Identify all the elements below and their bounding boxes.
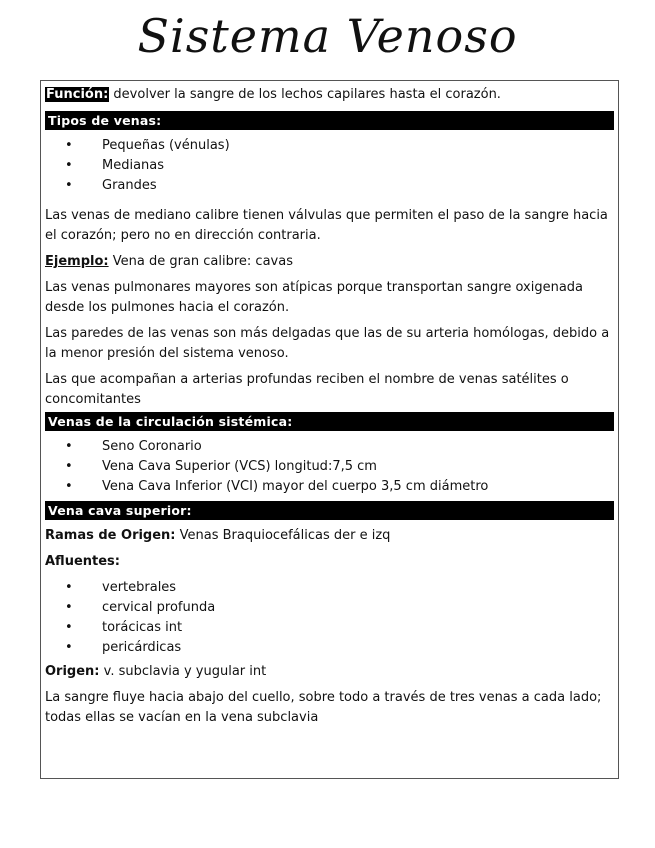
origen-label: Origen: xyxy=(45,664,100,679)
list-item xyxy=(45,136,614,156)
valvulas-paragraph: Las venas de mediano calibre tienen válvulas que permiten el paso de la sangre hacia el corazón; pero no en dirección contraria. xyxy=(45,208,608,243)
tipos-header: Tipos de venas: xyxy=(45,111,614,130)
list-item xyxy=(45,156,614,176)
list-item-text: Pequeñas (vénulas) xyxy=(102,138,230,153)
bullet-icon: • xyxy=(65,640,73,655)
funcion-label: Función: xyxy=(46,87,109,102)
list-item xyxy=(45,578,614,598)
ramas-paragraph xyxy=(45,526,614,546)
ejemplo-label: Ejemplo: xyxy=(45,254,109,269)
list-item-text: cervical profunda xyxy=(102,600,216,615)
list-item-text: Grandes xyxy=(102,178,157,193)
list-item xyxy=(45,176,614,196)
afluentes-label xyxy=(45,552,614,572)
afluentes-list xyxy=(45,578,614,658)
bullet-icon: • xyxy=(65,459,73,474)
satelites-paragraph: Las que acompañan a arterias profundas reciben el nombre de venas satélites o concomitantes xyxy=(45,372,569,407)
list-item xyxy=(45,598,614,618)
list-item xyxy=(45,457,614,477)
paredes-paragraph: Las paredes de las venas son más delgadas que las de su arteria homólogas, debido a la menor presión del sistema venoso. xyxy=(45,326,610,361)
list-item xyxy=(45,618,614,638)
bullet-icon: • xyxy=(65,138,73,153)
ramas-label: Ramas de Origen: xyxy=(45,528,176,543)
list-item xyxy=(45,638,614,658)
pulmonares-paragraph: Las venas pulmonares mayores son atípicas porque transportan sangre oxigenada desde los pulmones hacia el corazón. xyxy=(45,280,584,315)
bullet-icon: • xyxy=(65,158,73,173)
sistemica-header: Venas de la circulación sistémica: xyxy=(45,412,614,431)
list-item xyxy=(45,477,614,497)
bullet-icon: • xyxy=(65,600,73,615)
ejemplo-paragraph xyxy=(45,252,614,272)
tipos-list xyxy=(45,136,614,196)
funcion-paragraph xyxy=(45,85,614,105)
list-item-text: pericárdicas xyxy=(102,640,182,655)
origen-paragraph xyxy=(45,662,614,682)
ramas-text: Venas Braquiocefálicas der e izq xyxy=(175,528,391,543)
bullet-icon: • xyxy=(65,178,73,193)
cava-superior-header: Vena cava superior: xyxy=(45,501,614,520)
list-item-text: torácicas int xyxy=(102,620,183,635)
bullet-icon: • xyxy=(65,620,73,635)
bullet-icon: • xyxy=(65,479,73,494)
list-item-text: Vena Cava Superior (VCS) longitud:7,5 cm xyxy=(102,459,377,474)
bullet-icon: • xyxy=(65,580,73,595)
origen-text: v. subclavia y yugular int xyxy=(99,664,267,679)
afluentes-label-text: Afluentes: xyxy=(45,554,120,569)
bullet-icon: • xyxy=(65,439,73,454)
page-title: Sistema Venoso xyxy=(137,9,518,63)
list-item-text: Medianas xyxy=(102,158,165,173)
content-box xyxy=(40,80,619,779)
list-item-text: vertebrales xyxy=(102,580,177,595)
list-item-text: Seno Coronario xyxy=(102,439,202,454)
ejemplo-text: Vena de gran calibre: cavas xyxy=(108,254,293,269)
final-paragraph: La sangre fluye hacia abajo del cuello, sobre todo a través de tres venas a cada lado; todas ellas se vacían en la vena subclavia xyxy=(45,690,602,725)
list-item xyxy=(45,437,614,457)
sistemica-list xyxy=(45,437,614,497)
funcion-text: devolver la sangre de los lechos capilares hasta el corazón. xyxy=(109,87,501,102)
list-item-text: Vena Cava Inferior (VCI) mayor del cuerpo 3,5 cm diámetro xyxy=(102,479,489,494)
